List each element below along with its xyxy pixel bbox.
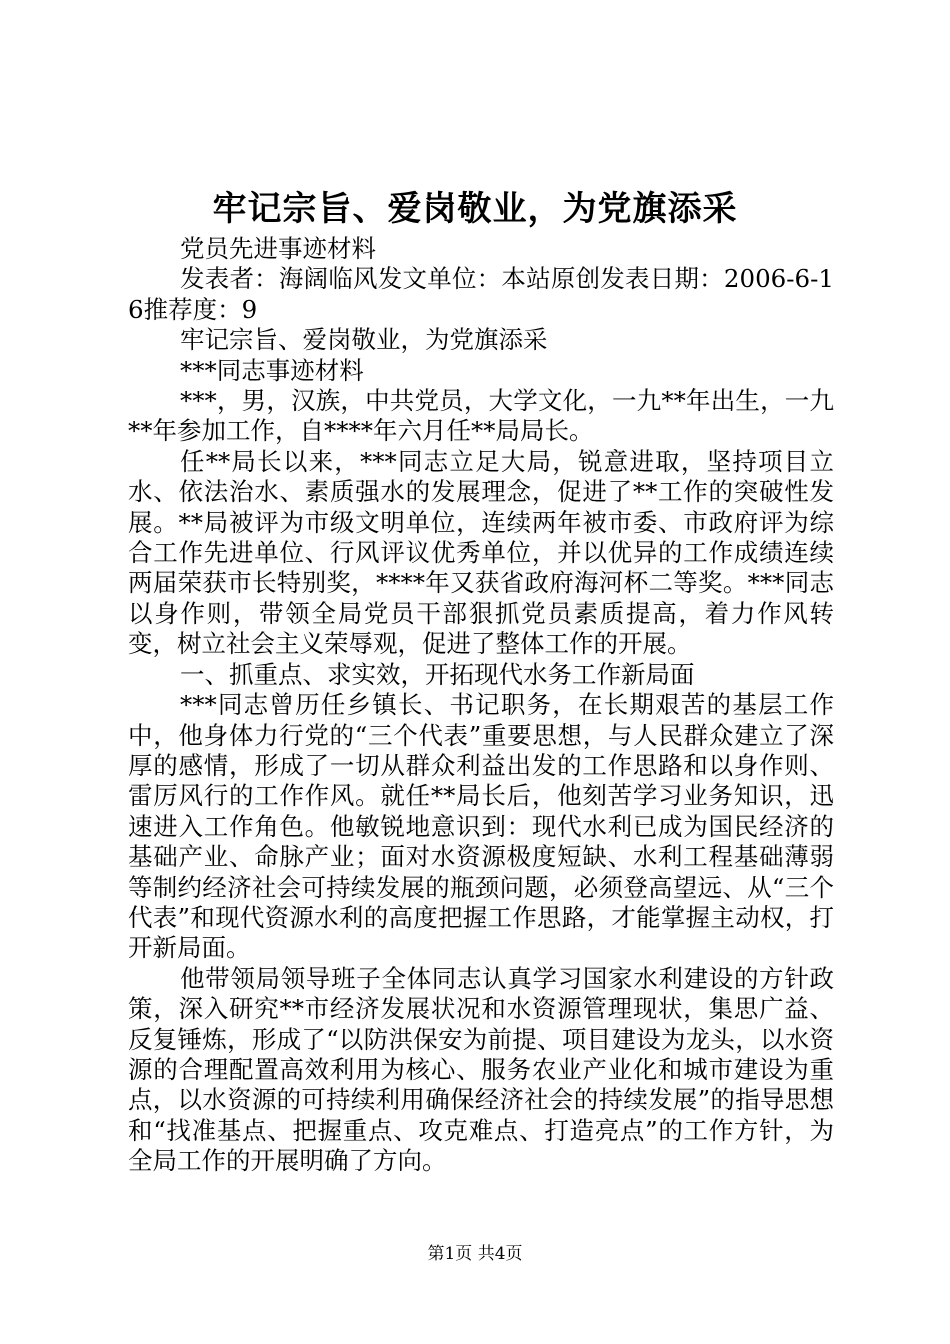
document-body — [128, 234, 834, 1177]
paragraph: 他带领局领导班子全体同志认真学习国家水利建设的方针政策，深入研究**市经济发展状况和水资源管理现状，集思广益、反复锤炼，形成了“以防洪保安为前提、项目建设为龙头，以水资源的合理配置高效利用为核心、服务农业产业化和城市建设为重点，以水资源的可持续利用确保经济社会的持续发展”的指导思想和“找准基点、把握重点、攻克难点、打造亮点”的工作方针，为全局工作的开展明确了方向。 — [128, 963, 834, 1176]
paragraph: 发表者：海阔临风发文单位：本站原创发表日期：2006-6-16推荐度：9 — [128, 264, 834, 324]
section-heading: 一、抓重点、求实效，开拓现代水务工作新局面 — [180, 659, 695, 689]
paragraph: 牢记宗旨、爱岗敬业，为党旗添采 — [180, 325, 548, 355]
paragraph: ***同志曾历任乡镇长、书记职务，在长期艰苦的基层工作中，他身体力行党的“三个代表”重要思想，与人民群众建立了深厚的感情，形成了一切从群众利益出发的工作思路和以身作则、雷厉风行的工作作风。就任**局长后，他刻苦学习业务知识，迅速进入工作角色。他敏锐地意识到：现代水利已成为国民经济的基础产业、命脉产业；面对水资源极度短缺、水利工程基础薄弱等制约经济社会可持续发展的瓶颈问题，必须登高望远、从“三个代表”和现代资源水利的高度把握工作思路，才能掌握主动权，打开新局面。 — [128, 690, 834, 963]
paragraph: ***同志事迹材料 — [180, 355, 364, 385]
paragraph: 任**局长以来，***同志立足大局，锐意进取，坚持项目立水、依法治水、素质强水的发展理念，促进了**工作的突破性发展。**局被评为市级文明单位，连续两年被市委、市政府评为综合工作先进单位、行风评议优秀单位，并以优异的工作成绩连续两届荣获市长特别奖，****年又获省政府海河杯二等奖。***同志以身作则，带领全局党员干部狠抓党员素质提高，着力作风转变，树立社会主义荣辱观，促进了整体工作的开展。 — [128, 446, 834, 659]
paragraph: 党员先进事迹材料 — [180, 234, 376, 263]
document-title: 牢记宗旨、爱岗敬业，为党旗添采 — [212, 189, 738, 229]
paragraph: ***，男，汉族，中共党员，大学文化，一九**年出生，一九**年参加工作，自****年六月任**局局长。 — [128, 386, 834, 446]
page-number-footer: 第1页 共4页 — [427, 1244, 523, 1264]
